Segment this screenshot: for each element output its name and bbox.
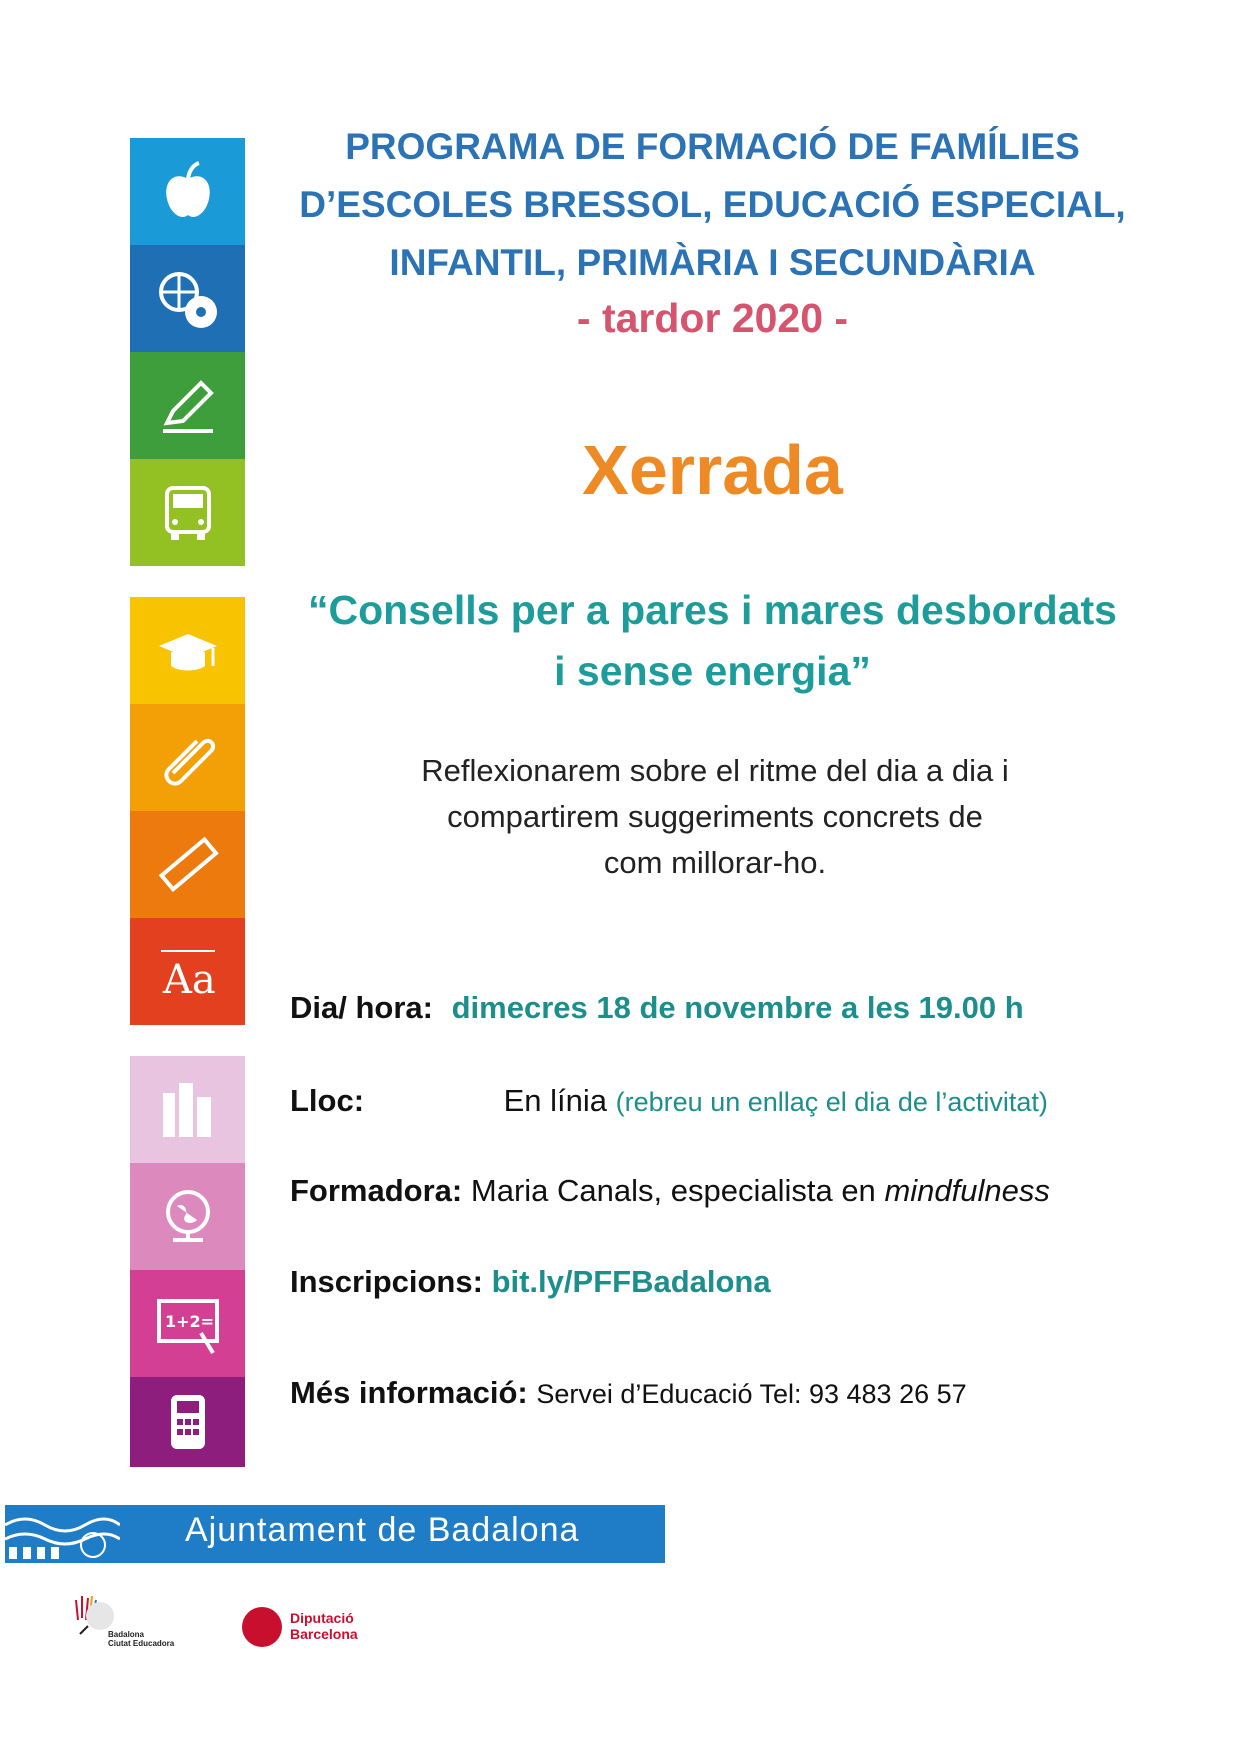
books-icon (153, 1075, 223, 1145)
ajuntament-banner (5, 1505, 665, 1563)
header-line-2: D’ESCOLES BRESSOL, EDUCACIÓ ESPECIAL, (299, 184, 1126, 225)
tile-bus (130, 459, 245, 566)
signup-link[interactable]: bit.ly/PFFBadalona (491, 1264, 771, 1299)
globe-icon (153, 1182, 223, 1252)
description-line-1: Reflexionarem sobre el ritme del dia a dia i (421, 753, 1009, 788)
tile-ruler (130, 811, 245, 918)
place-label: Lloc: (290, 1083, 365, 1118)
svg-text:1+2=: 1+2= (164, 1311, 214, 1331)
description-line-3: com millorar-ho. (603, 845, 827, 880)
description (330, 748, 1100, 886)
event-type: Xerrada (582, 431, 843, 509)
trainer-value: Maria Canals, especialista en (470, 1173, 876, 1208)
graduation-cap-icon (153, 616, 223, 686)
tile-balls (130, 245, 245, 352)
signup-row (290, 1264, 771, 1300)
tile-books (130, 1056, 245, 1163)
diputacio-logo-icon (242, 1607, 282, 1647)
banner-text: Ajuntament de Badalona (185, 1511, 580, 1549)
trainer-row (290, 1173, 1050, 1209)
place-row (290, 1083, 1048, 1119)
tile-blackboard (130, 1270, 245, 1377)
ruler-icon (153, 830, 223, 900)
tile-letters (130, 918, 245, 1025)
diputacio-logo-text: Diputació Barcelona (290, 1610, 358, 1642)
badalona-emblem-icon (5, 1505, 120, 1563)
pencil-icon (153, 371, 223, 441)
place-note: (rebreu un enllaç el dia de l’activitat) (615, 1087, 1048, 1117)
ciutat-educadora-logo-text: Badalona Ciutat Educadora (108, 1630, 175, 1648)
paperclip-icon (153, 723, 223, 793)
tile-graduation (130, 597, 245, 704)
header-line-3: INFANTIL, PRIMÀRIA I SECUNDÀRIA (389, 242, 1036, 283)
svg-text:Aa: Aa (162, 956, 216, 1003)
place-value: En línia (503, 1083, 608, 1118)
trainer-label: Formadora: (290, 1173, 463, 1208)
bus-icon (153, 478, 223, 548)
topic-line-1: “Consells per a pares i mares desbordats (308, 587, 1117, 633)
tile-paperclip (130, 704, 245, 811)
info-value: Servei d’Educació Tel: 93 483 26 57 (536, 1379, 967, 1409)
info-row (290, 1375, 967, 1411)
calculator-icon (153, 1387, 223, 1457)
signup-label: Inscripcions: (290, 1264, 483, 1299)
topic-line-2: i sense energia” (554, 648, 871, 694)
apple-icon (153, 157, 223, 227)
date-value: dimecres 18 de novembre a les 19.00 h (451, 990, 1024, 1025)
balls-icon (153, 264, 223, 334)
tile-calculator (130, 1377, 245, 1467)
tile-apple (130, 138, 245, 245)
tile-pencil (130, 352, 245, 459)
info-label: Més informació: (290, 1375, 528, 1410)
trainer-specialty: mindfulness (884, 1173, 1050, 1208)
letters-aa-icon (153, 937, 223, 1007)
description-line-2: compartirem suggeriments concrets de (447, 799, 983, 834)
date-row (290, 990, 1024, 1026)
tile-globe (130, 1163, 245, 1270)
date-label: Dia/ hora: (290, 990, 433, 1025)
header-line-1: PROGRAMA DE FORMACIÓ DE FAMÍLIES (345, 126, 1080, 167)
blackboard-icon (153, 1289, 223, 1359)
season: - tardor 2020 - (576, 295, 849, 341)
